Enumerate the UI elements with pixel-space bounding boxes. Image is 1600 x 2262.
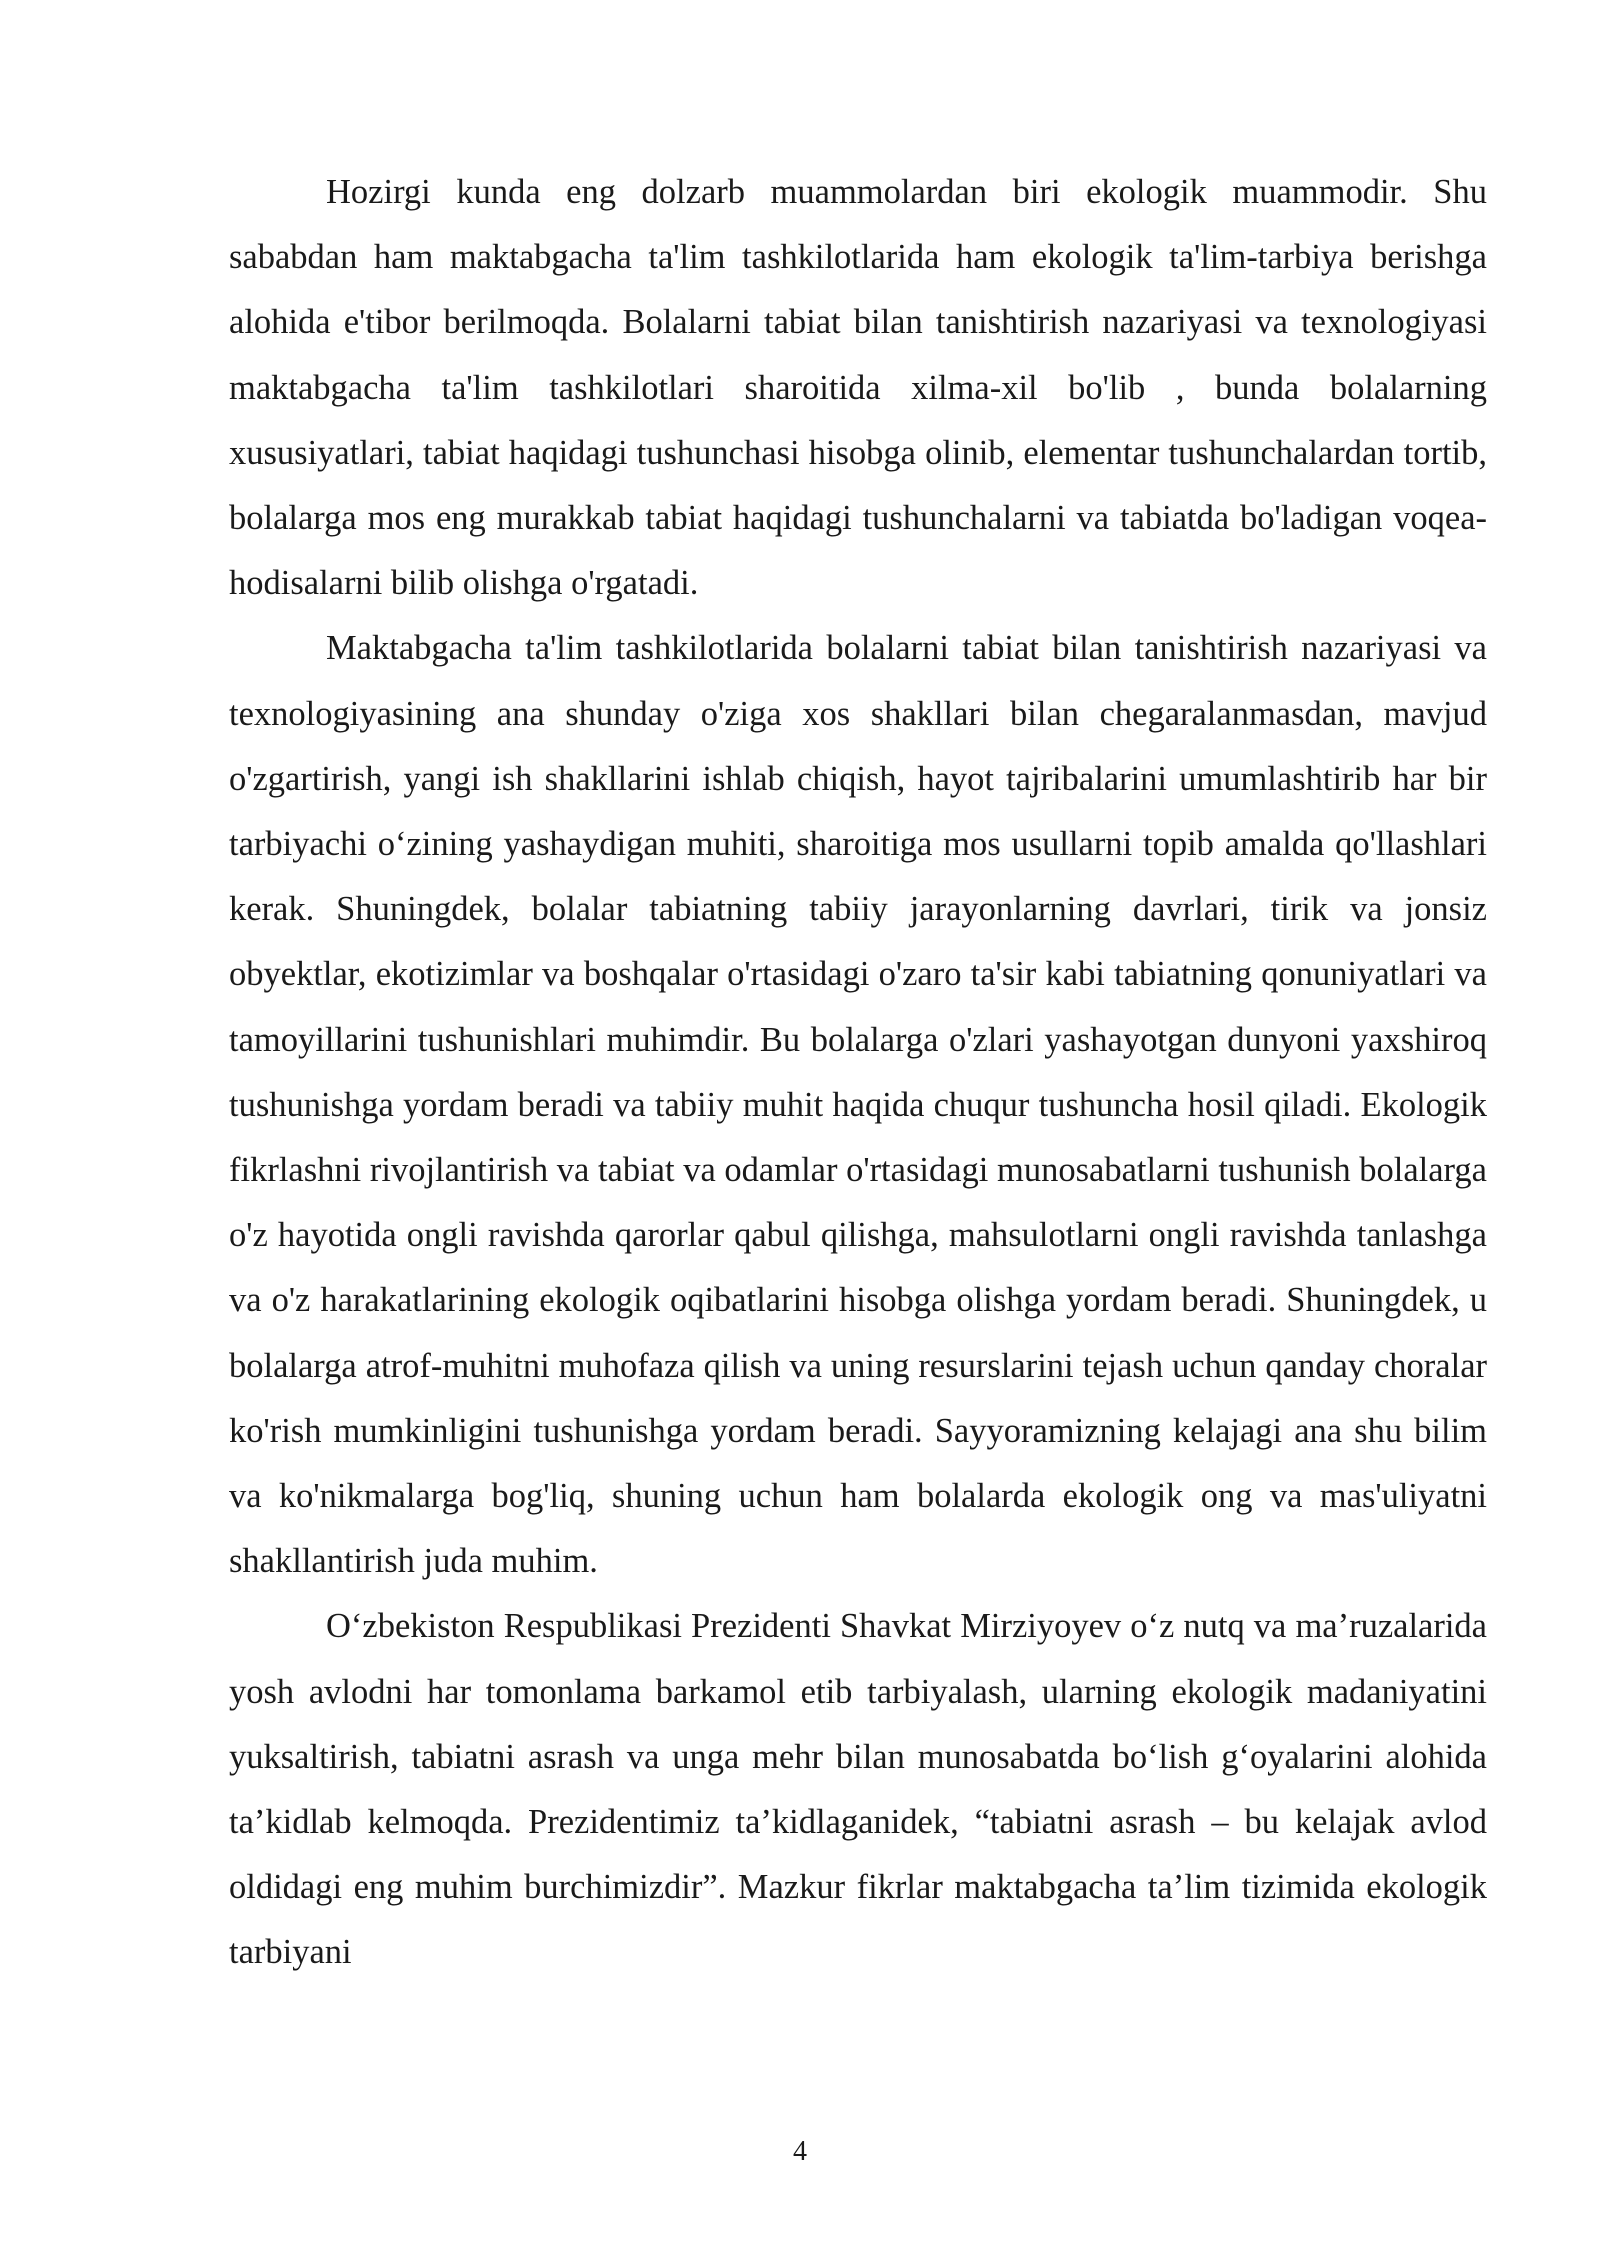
body-text xyxy=(229,160,1487,1986)
paragraph-1: Hozirgi kunda eng dolzarb muammolardan biri ekologik muammodir. Shu sababdan ham maktabgacha ta'lim tashkilotlarida ham ekologik ta'lim-tarbiya berishga alohida e'tibor berilmoqda. Bolalarni tabiat bilan tanishtirish nazariyasi va texnologiyasi maktabgacha ta'lim tashkilotlari sharoitida xilma-xil bo'lib , bunda bolalarning xususiyatlari, tabiat haqidagi tushunchasi hisobga olinib, elementar tushunchalardan tortib, bolalarga mos eng murakkab tabiat haqidagi tushunchalarni va tabiatda bo'ladigan voqea-hodisalarni bilib olishga o'rgatadi. xyxy=(229,173,1487,603)
paragraph-2: Maktabgacha ta'lim tashkilotlarida bolalarni tabiat bilan tanishtirish nazariyasi va texnologiyasining ana shunday o'ziga xos shakllari bilan chegaralanmasdan, mavjud o'zgartirish, yangi ish shakllarini ishlab chiqish, hayot tajribalarini umumlashtirib har bir tarbiyachi o‘zining yashaydigan muhiti, sharoitiga mos usullarni topib amalda qo'llashlari kerak. Shuningdek, bolalar tabiatning tabiiy jarayonlarning davrlari, tirik va jonsiz obyektlar, ekotizimlar va boshqalar o'rtasidagi o'zaro ta'sir kabi tabiatning qonuniyatlari va tamoyillarini tushunishlari muhimdir. Bu bolalarga o'zlari yashayotgan dunyoni yaxshiroq tushunishga yordam beradi va tabiiy muhit haqida chuqur tushuncha hosil qiladi. Ekologik fikrlashni rivojlantirish va tabiat va odamlar o'rtasidagi munosabatlarni tushunish bolalarga o'z hayotida ongli ravishda qarorlar qabul qilishga, mahsulotlarni ongli ravishda tanlashga va o'z harakatlarining ekologik oqibatlarini hisobga olishga yordam beradi. Shuningdek, u bolalarga atrof-muhitni muhofaza qilish va uning resurslarini tejash uchun qanday choralar ko'rish mumkinligini tushunishga yordam beradi. Sayyoramizning kelajagi ana shu bilim va ko'nikmalarga bog'liq, shuning uchun ham bolalarda ekologik ong va mas'uliyatni shakllantirish juda muhim. xyxy=(229,629,1487,1581)
page-number: 4 xyxy=(793,2136,807,2167)
paragraph-3: O‘zbekiston Respublikasi Prezidenti Shavkat Mirziyoyev o‘z nutq va ma’ruzalarida yosh avlodni har tomonlama barkamol etib tarbiyalash, ularning ekologik madaniyatini yuksaltirish, tabiatni asrash va unga mehr bilan munosabatda bo‘lish g‘oyalarini alohida ta’kidlab kelmoqda. Prezidentimiz ta’kidlaganidek, “tabiatni asrash – bu kelajak avlod oldidagi eng muhim burchimizdir”. Mazkur fikrlar maktabgacha ta’lim tizimida ekologik tarbiyani xyxy=(229,1607,1487,1972)
